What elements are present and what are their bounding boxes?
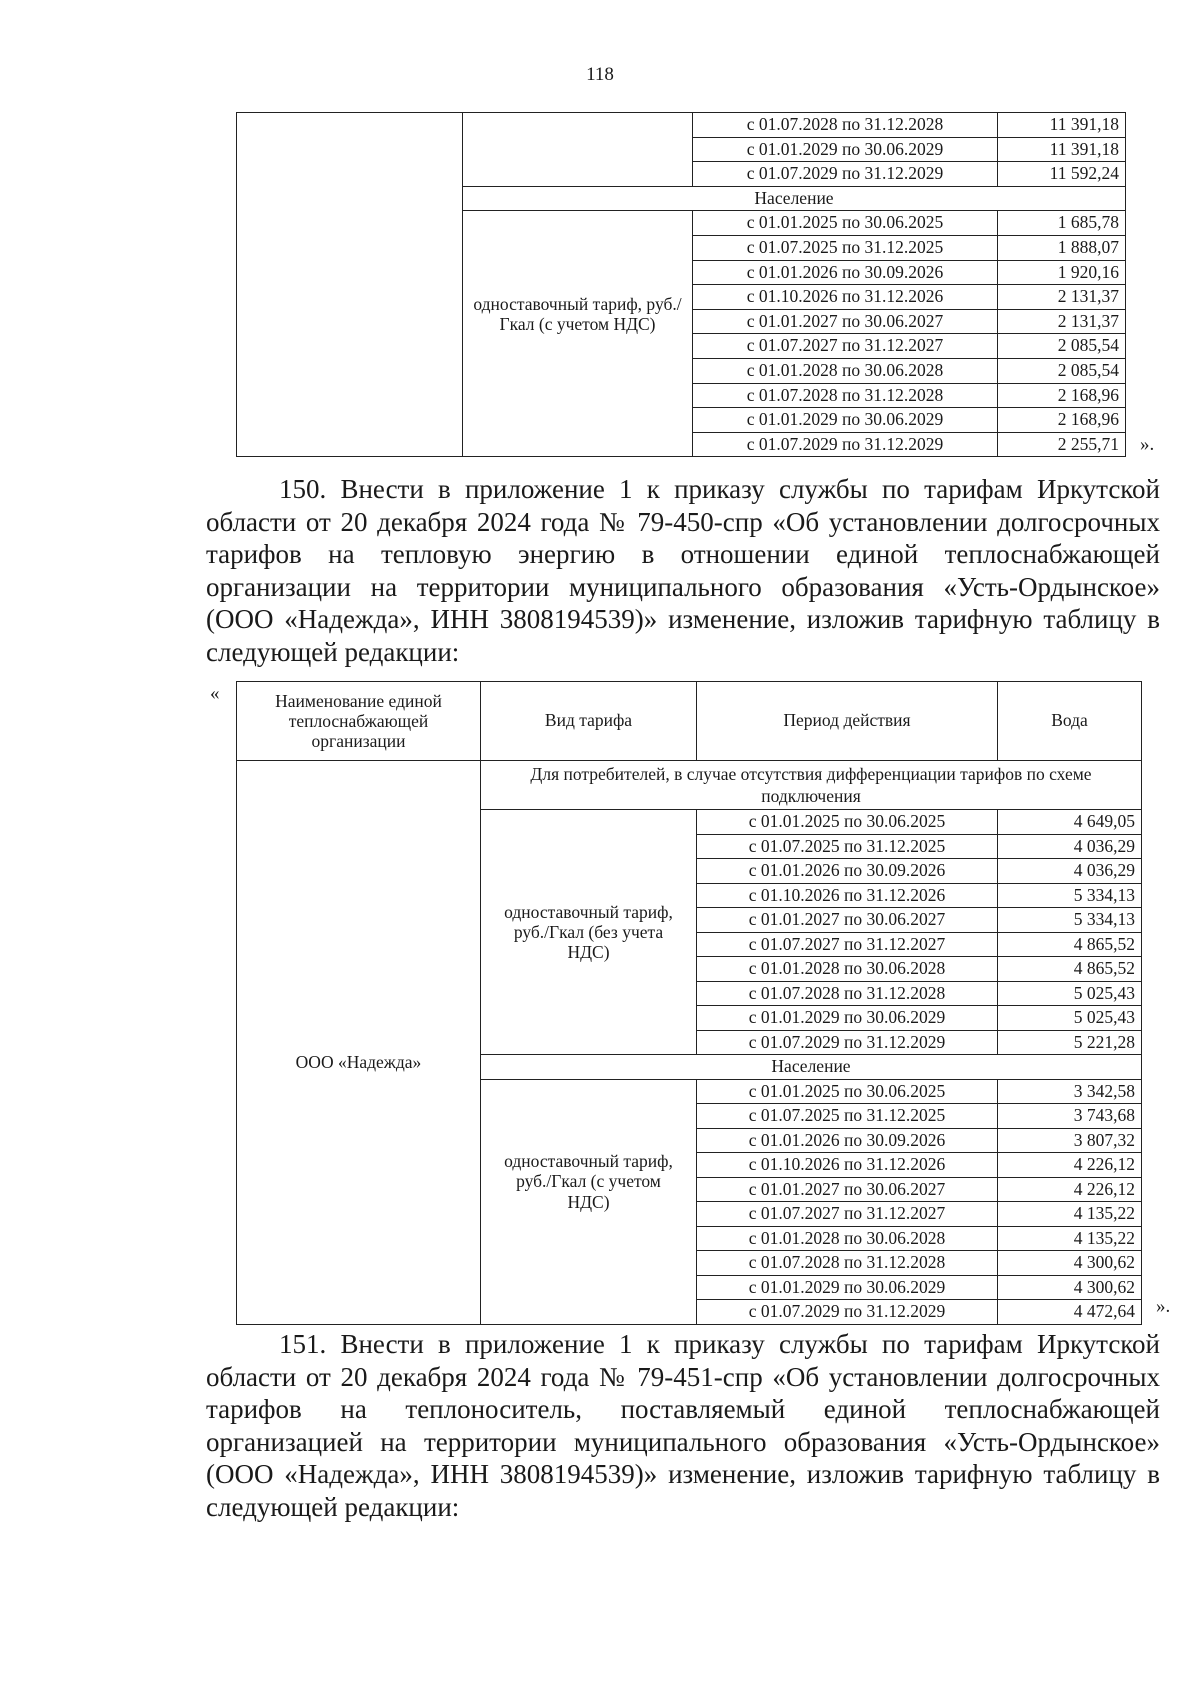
- header-row: [237, 682, 1142, 761]
- table-2-closing-quote: ».: [1156, 1296, 1171, 1317]
- period-cell: с 01.01.2029 по 30.06.2029: [697, 1275, 998, 1300]
- value-cell: 4 036,29: [998, 859, 1142, 884]
- period-cell: с 01.01.2029 по 30.06.2029: [697, 1006, 998, 1031]
- period-cell: с 01.07.2025 по 31.12.2025: [697, 1104, 998, 1129]
- value-cell: 2 255,71: [998, 432, 1126, 457]
- value-cell: 4 135,22: [998, 1202, 1142, 1227]
- value-cell: 3 807,32: [998, 1128, 1142, 1153]
- tariff-type-cell-blank: [463, 113, 693, 187]
- paragraph-151-text: 151. Внести в приложение 1 к приказу службы по тарифам Иркутской области от 20 декабря 2024 года № 79-451-спр «Об установлении долгосрочных тарифов на теплоноситель, поставляемый единой теплоснабжающей организацией на территории муниципального образования «Усть-Ордынское» (ООО «Надежда», ИНН 3808194539)» изменение, изложив тарифную таблицу в следующей редакции:: [206, 1329, 1160, 1522]
- period-cell: с 01.01.2025 по 30.06.2025: [697, 810, 998, 835]
- period-cell: с 01.01.2029 по 30.06.2029: [693, 408, 998, 433]
- tariff-type-cell: одноставочный тариф, руб./Гкал (с учетом НДС): [463, 211, 693, 457]
- period-cell: с 01.01.2026 по 30.09.2026: [697, 859, 998, 884]
- value-cell: 5 025,43: [998, 981, 1142, 1006]
- period-cell: с 01.07.2025 по 31.12.2025: [697, 834, 998, 859]
- period-cell: с 01.10.2026 по 31.12.2026: [693, 285, 998, 310]
- period-cell: с 01.01.2029 по 30.06.2029: [693, 137, 998, 162]
- value-cell: 5 334,13: [998, 883, 1142, 908]
- period-cell: с 01.01.2028 по 30.06.2028: [697, 957, 998, 982]
- paragraph-151: [206, 1328, 1160, 1523]
- period-cell: с 01.07.2029 по 31.12.2029: [697, 1300, 998, 1325]
- value-cell: 2 168,96: [998, 408, 1126, 433]
- period-cell: с 01.01.2026 по 30.09.2026: [697, 1128, 998, 1153]
- header-value: Вода: [998, 682, 1142, 761]
- value-cell: 11 391,18: [998, 113, 1126, 138]
- value-cell: 4 135,22: [998, 1226, 1142, 1251]
- value-cell: 1 888,07: [998, 235, 1126, 260]
- period-cell: с 01.07.2028 по 31.12.2028: [697, 981, 998, 1006]
- value-cell: 4 649,05: [998, 810, 1142, 835]
- value-cell: 3 342,58: [998, 1079, 1142, 1104]
- period-cell: с 01.07.2027 по 31.12.2027: [697, 1202, 998, 1227]
- period-cell: с 01.01.2027 по 30.06.2027: [693, 309, 998, 334]
- period-cell: с 01.01.2028 по 30.06.2028: [693, 358, 998, 383]
- period-cell: с 01.07.2027 по 31.12.2027: [697, 932, 998, 957]
- section-label: Население: [463, 186, 1126, 211]
- value-cell: 4 036,29: [998, 834, 1142, 859]
- header-org: Наименование единой теплоснабжающей организации: [237, 682, 481, 761]
- period-cell: с 01.07.2028 по 31.12.2028: [693, 113, 998, 138]
- period-cell: с 01.07.2025 по 31.12.2025: [693, 235, 998, 260]
- period-cell: с 01.07.2028 по 31.12.2028: [697, 1251, 998, 1276]
- section-label: Для потребителей, в случае отсутствия дифференциации тарифов по схеме подключения: [481, 761, 1142, 810]
- value-cell: 5 221,28: [998, 1030, 1142, 1055]
- period-cell: с 01.07.2029 по 31.12.2029: [697, 1030, 998, 1055]
- tariff-type-cell: одноставочный тариф, руб./Гкал (без учета НДС): [481, 810, 697, 1055]
- value-cell: 4 865,52: [998, 957, 1142, 982]
- period-cell: с 01.07.2029 по 31.12.2029: [693, 432, 998, 457]
- value-cell: 11 391,18: [998, 137, 1126, 162]
- value-cell: 4 472,64: [998, 1300, 1142, 1325]
- value-cell: 3 743,68: [998, 1104, 1142, 1129]
- header-period: Период действия: [697, 682, 998, 761]
- paragraph-150-text: 150. Внести в приложение 1 к приказу службы по тарифам Иркутской области от 20 декабря 2024 года № 79-450-спр «Об установлении долгосрочных тарифов на тепловую энергию в отношении единой теплоснабжающей организации на территории муниципального образования «Усть-Ордынское» (ООО «Надежда», ИНН 3808194539)» изменение, изложив тарифную таблицу в следующей редакции:: [206, 474, 1160, 667]
- period-cell: с 01.07.2028 по 31.12.2028: [693, 383, 998, 408]
- value-cell: 2 085,54: [998, 334, 1126, 359]
- tariff-table-continuation: [236, 112, 1126, 457]
- period-cell: с 01.01.2025 по 30.06.2025: [693, 211, 998, 236]
- value-cell: 4 300,62: [998, 1251, 1142, 1276]
- page-number: 118: [586, 64, 614, 85]
- table-row: [237, 113, 1126, 138]
- period-cell: с 01.01.2026 по 30.09.2026: [693, 260, 998, 285]
- tariff-table-water: [236, 681, 1142, 1325]
- period-cell: с 01.07.2027 по 31.12.2027: [693, 334, 998, 359]
- period-cell: с 01.01.2025 по 30.06.2025: [697, 1079, 998, 1104]
- table-1-closing-quote: ».: [1140, 434, 1155, 455]
- tariff-type-cell: одноставочный тариф, руб./Гкал (с учетом НДС): [481, 1079, 697, 1324]
- value-cell: 5 334,13: [998, 908, 1142, 933]
- value-cell: 1 920,16: [998, 260, 1126, 285]
- period-cell: с 01.01.2027 по 30.06.2027: [697, 908, 998, 933]
- org-cell-blank: [237, 113, 463, 457]
- value-cell: 5 025,43: [998, 1006, 1142, 1031]
- value-cell: 11 592,24: [998, 162, 1126, 187]
- value-cell: 1 685,78: [998, 211, 1126, 236]
- value-cell: 4 300,62: [998, 1275, 1142, 1300]
- section-label: Население: [481, 1055, 1142, 1080]
- period-cell: с 01.07.2029 по 31.12.2029: [693, 162, 998, 187]
- value-cell: 4 226,12: [998, 1177, 1142, 1202]
- period-cell: с 01.01.2028 по 30.06.2028: [697, 1226, 998, 1251]
- period-cell: с 01.10.2026 по 31.12.2026: [697, 1153, 998, 1178]
- section-row: [237, 761, 1142, 810]
- table-2-opening-quote: «: [210, 683, 220, 704]
- paragraph-150: [206, 473, 1160, 668]
- org-name-cell: ООО «Надежда»: [237, 761, 481, 1325]
- value-cell: 4 226,12: [998, 1153, 1142, 1178]
- period-cell: с 01.01.2027 по 30.06.2027: [697, 1177, 998, 1202]
- period-cell: с 01.10.2026 по 31.12.2026: [697, 883, 998, 908]
- value-cell: 4 865,52: [998, 932, 1142, 957]
- value-cell: 2 085,54: [998, 358, 1126, 383]
- value-cell: 2 131,37: [998, 285, 1126, 310]
- value-cell: 2 168,96: [998, 383, 1126, 408]
- header-tariff-type: Вид тарифа: [481, 682, 697, 761]
- value-cell: 2 131,37: [998, 309, 1126, 334]
